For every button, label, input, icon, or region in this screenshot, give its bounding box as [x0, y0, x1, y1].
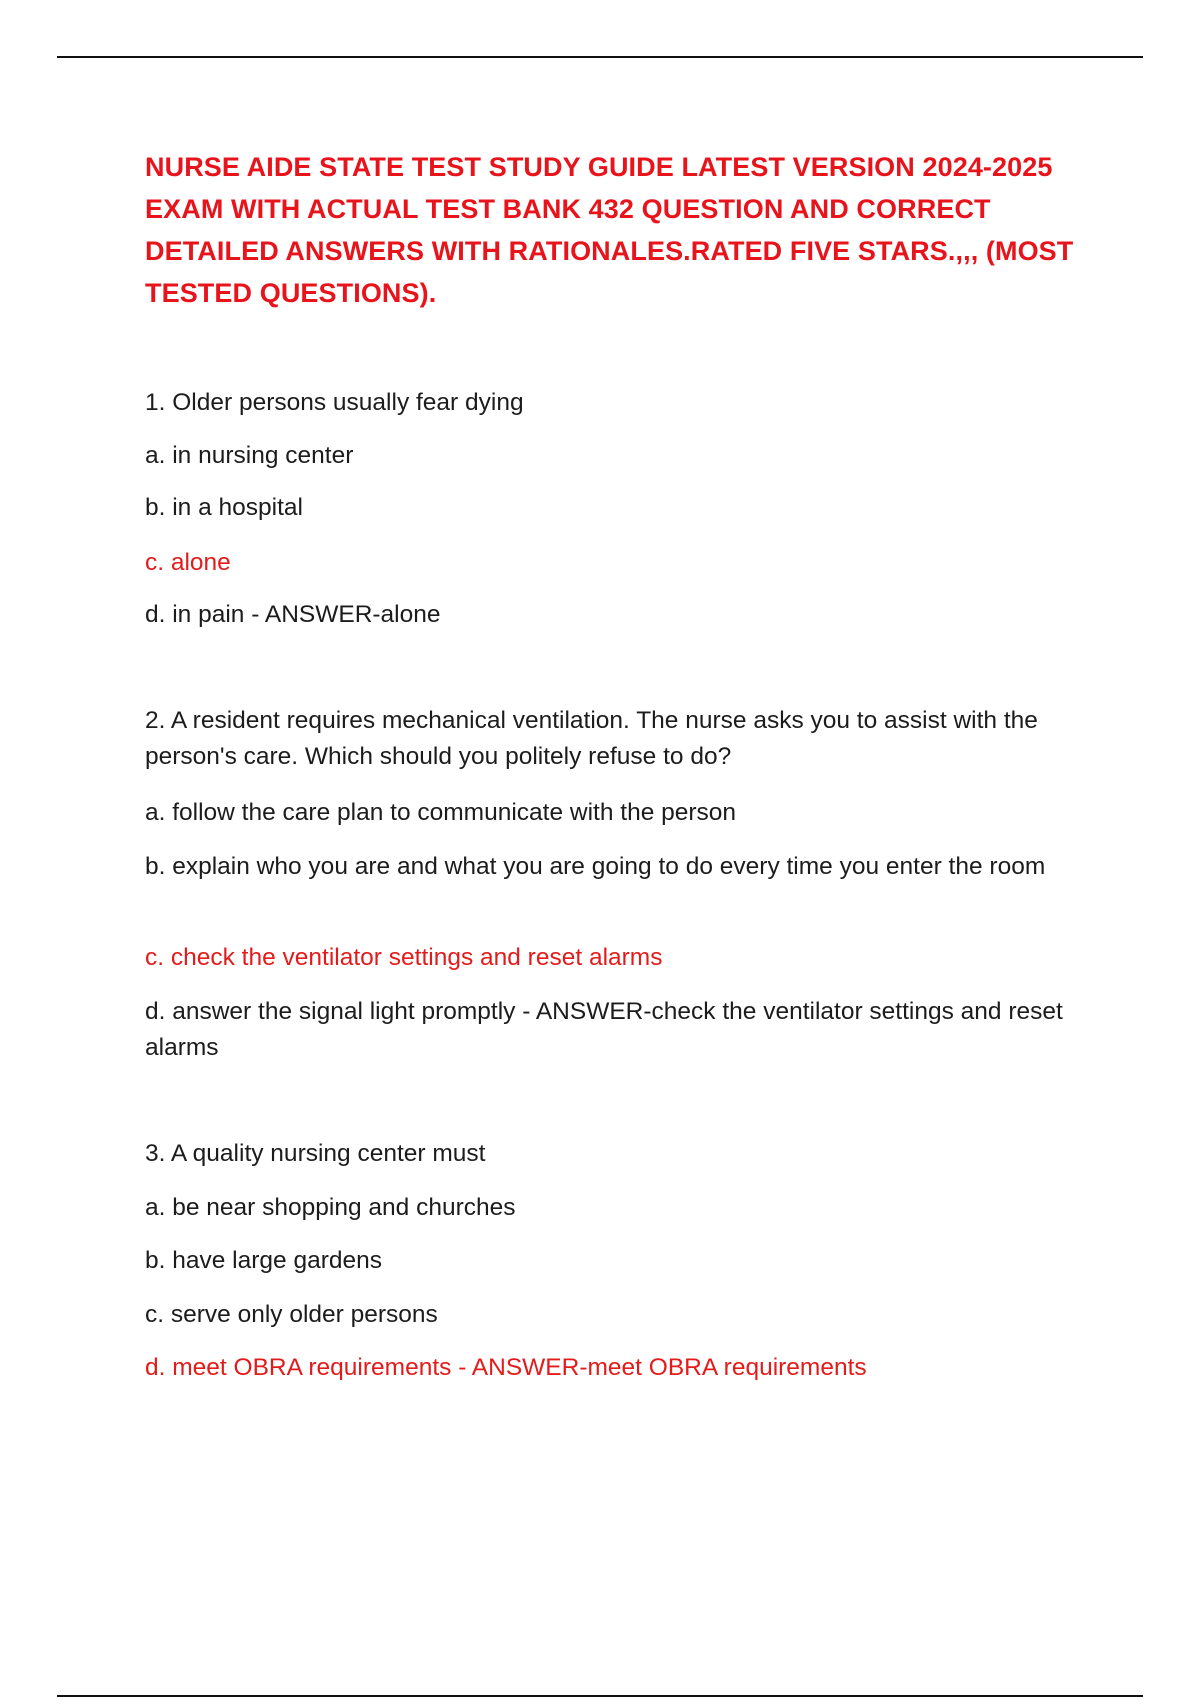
question-1-option-d: d. in pain - ANSWER-alone	[145, 601, 441, 628]
question-1-option-c-correct: c. alone	[145, 549, 231, 576]
question-3-option-c: c. serve only older persons	[145, 1301, 438, 1328]
bottom-rule	[57, 1695, 1143, 1697]
question-2-stem: 2. A resident requires mechanical ventilation. The nurse asks you to assist with the person's care. Which should you politely refuse to do?	[145, 707, 1038, 770]
question-3-option-a: a. be near shopping and churches	[145, 1194, 516, 1221]
question-1-option-a: a. in nursing center	[145, 442, 354, 469]
document-title: NURSE AIDE STATE TEST STUDY GUIDE LATEST VERSION 2024-2025 EXAM WITH ACTUAL TEST BANK 432 QUESTION AND CORRECT DETAILED ANSWERS WITH RATIONALES.RATED FIVE STARS.,,, (MOST TESTED QUESTIONS).	[145, 152, 1074, 308]
question-3-option-d-correct: d. meet OBRA requirements - ANSWER-meet OBRA requirements	[145, 1354, 867, 1381]
question-1-option-b: b. in a hospital	[145, 494, 303, 521]
question-1-stem: 1. Older persons usually fear dying	[145, 389, 524, 416]
top-rule	[57, 56, 1143, 58]
question-2-option-a: a. follow the care plan to communicate with the person	[145, 799, 737, 826]
question-2-option-d: d. answer the signal light promptly - ANSWER-check the ventilator settings and reset alarms	[145, 998, 1063, 1061]
question-3-option-b: b. have large gardens	[145, 1247, 382, 1274]
question-3-stem: 3. A quality nursing center must	[145, 1140, 486, 1167]
question-2-option-c-correct: c. check the ventilator settings and reset alarms	[145, 944, 663, 971]
question-2-option-b: b. explain who you are and what you are going to do every time you enter the room	[145, 853, 1046, 880]
